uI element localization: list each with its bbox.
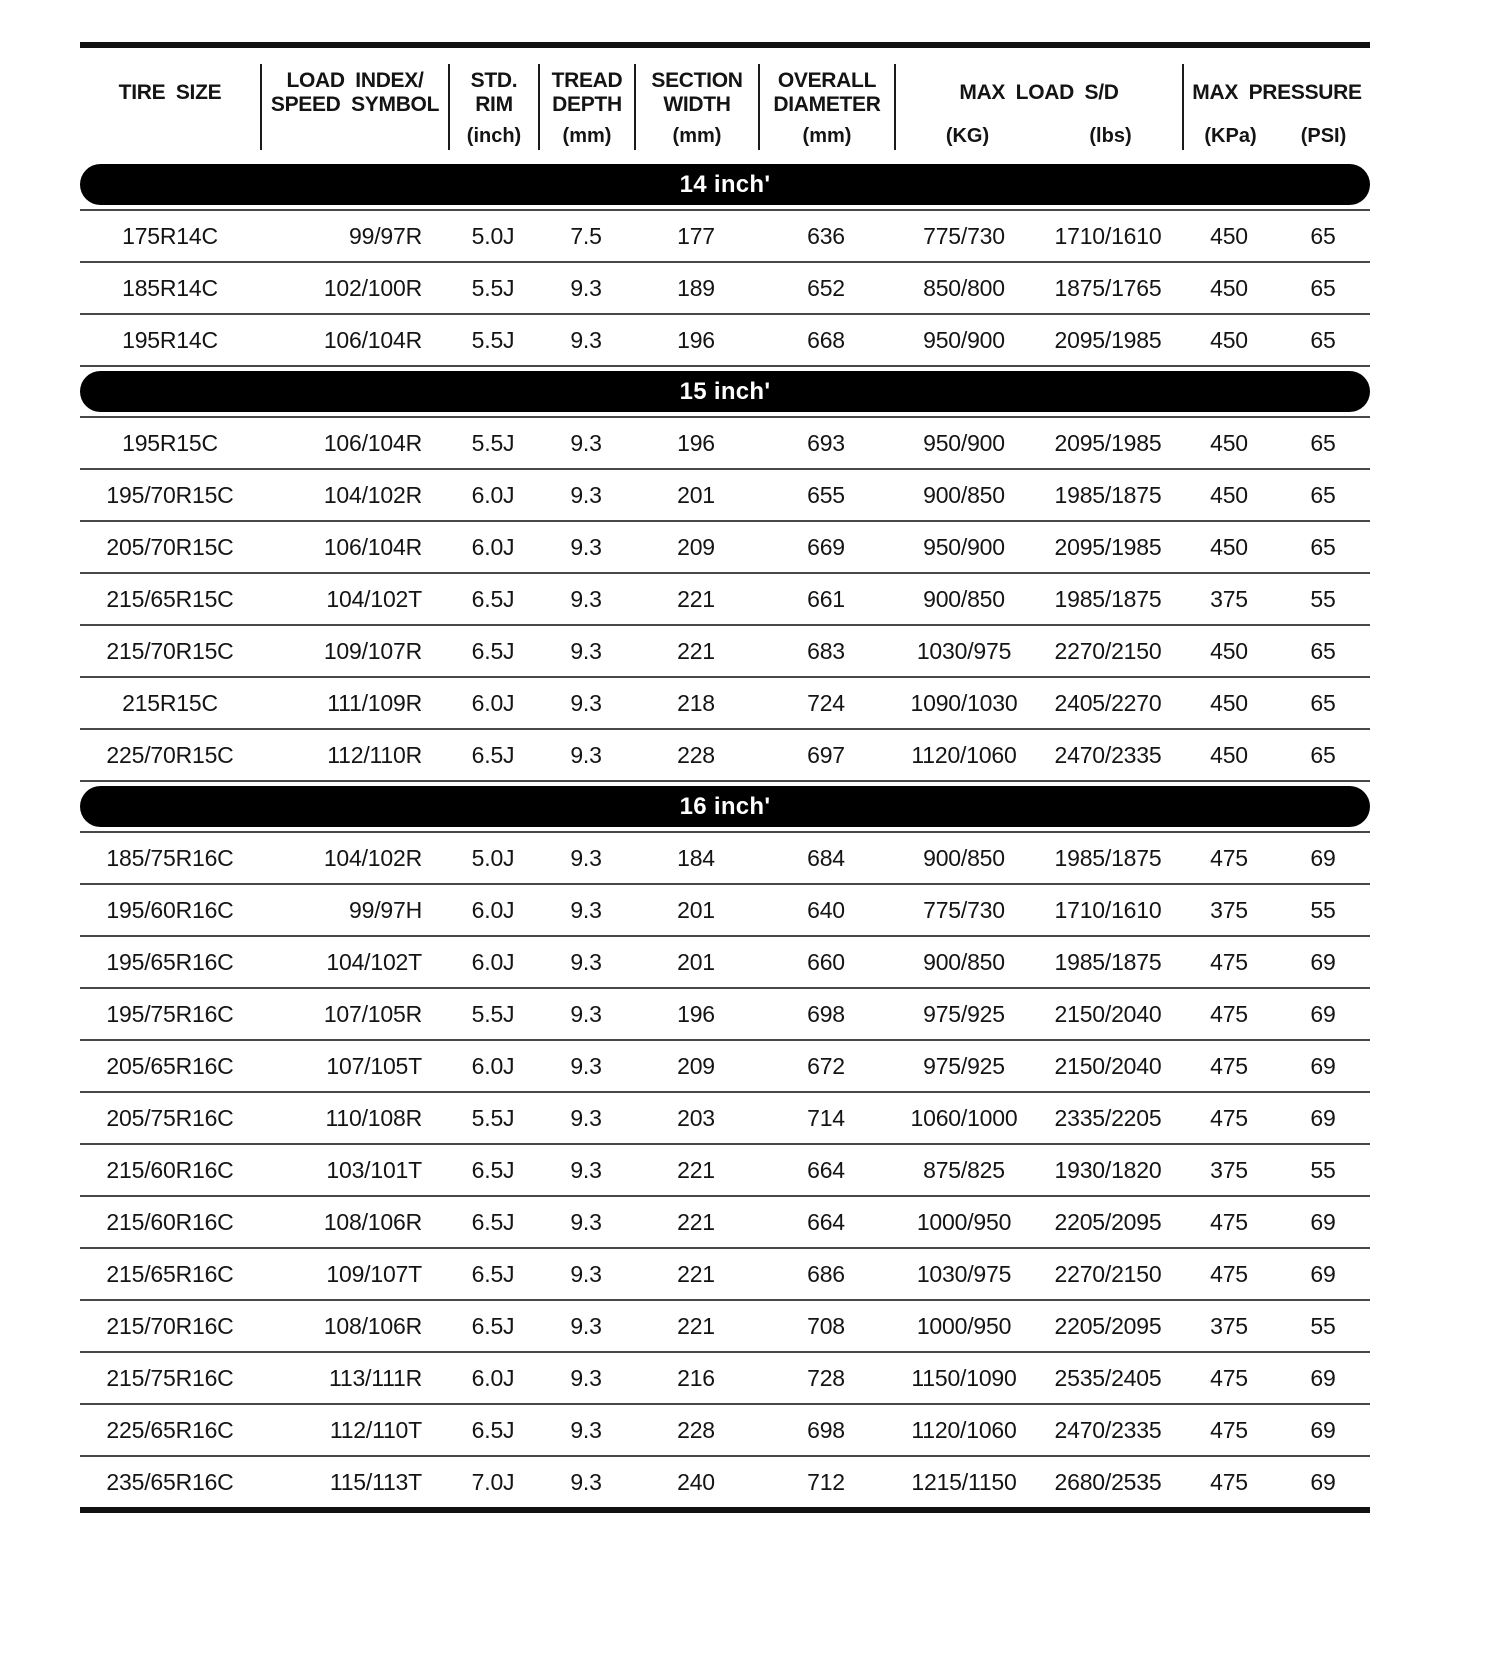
cell-std-rim: 6.5J	[471, 1156, 515, 1183]
cell-max-load-kg: 1215/1150	[911, 1468, 1017, 1495]
cell-overall-diameter: 697	[807, 741, 845, 768]
column-label: MAX LOAD S/D	[959, 81, 1119, 104]
cell-section-width: 221	[677, 1156, 715, 1183]
cell-std-rim: 5.0J	[471, 844, 515, 871]
cell-load-index-speed-symbol: 109/107T	[326, 1260, 422, 1287]
cell-tread-depth: 9.3	[570, 896, 602, 923]
cell-max-load-lbs: 1985/1875	[1054, 585, 1162, 612]
cell-load-index-speed-symbol: 109/107R	[323, 637, 422, 664]
column-unit: (mm)	[562, 124, 612, 147]
column-label-line2: RIM	[475, 93, 513, 116]
bottom-rule	[80, 1507, 1370, 1513]
cell-max-load-lbs: 1985/1875	[1054, 948, 1162, 975]
cell-max-pressure-kpa: 475	[1210, 1104, 1248, 1131]
cell-load-index-speed-symbol: 104/102T	[326, 948, 422, 975]
cell-max-load-kg: 1060/1000	[910, 1104, 1018, 1131]
column-unit: (inch)	[466, 124, 522, 147]
cell-max-load-kg: 1120/1060	[911, 1416, 1017, 1443]
cell-std-rim: 5.5J	[471, 429, 515, 456]
cell-load-index-speed-symbol: 113/111R	[328, 1364, 422, 1391]
cell-max-pressure-kpa: 450	[1210, 429, 1248, 456]
cell-std-rim: 6.0J	[471, 533, 515, 560]
cell-max-load-kg: 900/850	[923, 844, 1005, 871]
cell-std-rim: 5.5J	[471, 274, 515, 301]
table-header	[80, 48, 1370, 160]
cell-overall-diameter: 708	[807, 1312, 845, 1339]
cell-section-width: 221	[677, 1208, 715, 1235]
cell-tread-depth: 9.3	[570, 948, 602, 975]
cell-max-pressure-kpa: 475	[1210, 844, 1248, 871]
column-header-tread-depth	[538, 64, 634, 150]
cell-max-pressure-kpa: 475	[1210, 1364, 1248, 1391]
cell-max-load-lbs: 2205/2095	[1054, 1208, 1162, 1235]
cell-overall-diameter: 693	[807, 429, 845, 456]
table-row	[80, 937, 1370, 989]
cell-tread-depth: 9.3	[570, 1260, 602, 1287]
cell-max-pressure-psi: 55	[1310, 1156, 1336, 1183]
cell-max-load-kg: 950/900	[923, 326, 1005, 353]
cell-tread-depth: 9.3	[570, 1000, 602, 1027]
cell-max-pressure-psi: 65	[1310, 222, 1336, 249]
cell-max-load-kg: 1030/975	[916, 1260, 1012, 1287]
cell-section-width: 196	[677, 429, 715, 456]
cell-tire-size: 215R15C	[122, 689, 218, 716]
column-unit-lbs: (lbs)	[1089, 124, 1132, 147]
cell-max-pressure-psi: 69	[1310, 1104, 1336, 1131]
cell-std-rim: 5.5J	[471, 326, 515, 353]
cell-std-rim: 7.0J	[471, 1468, 515, 1495]
cell-max-load-lbs: 2095/1985	[1054, 326, 1162, 353]
column-header-max-pressure	[1182, 64, 1370, 150]
cell-max-load-lbs: 2095/1985	[1054, 533, 1162, 560]
cell-tire-size: 215/65R16C	[106, 1260, 234, 1287]
cell-load-index-speed-symbol: 112/110R	[327, 741, 422, 768]
cell-max-pressure-psi: 55	[1310, 585, 1336, 612]
table-row	[80, 263, 1370, 315]
table-row	[80, 885, 1370, 937]
column-header-overall-diameter	[758, 64, 894, 150]
cell-tire-size: 215/60R16C	[106, 1156, 234, 1183]
cell-max-load-kg: 1150/1090	[911, 1364, 1017, 1391]
cell-tread-depth: 9.3	[570, 1156, 602, 1183]
cell-load-index-speed-symbol: 107/105T	[326, 1052, 422, 1079]
cell-max-pressure-psi: 69	[1310, 1416, 1336, 1443]
column-header-std-rim	[448, 64, 538, 150]
cell-tire-size: 215/70R16C	[106, 1312, 234, 1339]
cell-section-width: 221	[677, 1312, 715, 1339]
section-band	[80, 786, 1370, 827]
cell-section-width: 189	[677, 274, 715, 301]
cell-section-width: 221	[677, 1260, 715, 1287]
table-row	[80, 730, 1370, 782]
cell-load-index-speed-symbol: 115/113T	[329, 1468, 422, 1495]
cell-max-load-lbs: 2150/2040	[1054, 1052, 1162, 1079]
cell-load-index-speed-symbol: 104/102T	[326, 585, 422, 612]
cell-section-width: 228	[677, 741, 715, 768]
cell-max-pressure-psi: 69	[1310, 1260, 1336, 1287]
cell-tire-size: 225/70R15C	[106, 741, 234, 768]
cell-max-pressure-kpa: 475	[1210, 1208, 1248, 1235]
cell-max-pressure-psi: 65	[1310, 637, 1336, 664]
cell-section-width: 196	[677, 1000, 715, 1027]
cell-load-index-speed-symbol: 108/106R	[323, 1312, 422, 1339]
cell-tire-size: 205/75R16C	[106, 1104, 234, 1131]
cell-section-width: 240	[677, 1468, 715, 1495]
cell-tread-depth: 9.3	[570, 1468, 602, 1495]
cell-max-load-lbs: 2535/2405	[1054, 1364, 1162, 1391]
table-row	[80, 1093, 1370, 1145]
cell-tread-depth: 9.3	[570, 1416, 602, 1443]
cell-tire-size: 215/65R15C	[106, 585, 234, 612]
cell-max-load-lbs: 2270/2150	[1054, 637, 1162, 664]
cell-overall-diameter: 684	[807, 844, 845, 871]
cell-tread-depth: 9.3	[570, 741, 602, 768]
cell-max-pressure-psi: 69	[1310, 1364, 1336, 1391]
cell-section-width: 216	[677, 1364, 715, 1391]
section-band	[80, 371, 1370, 412]
cell-tire-size: 195/70R15C	[106, 481, 234, 508]
cell-max-load-lbs: 2335/2205	[1054, 1104, 1162, 1131]
cell-std-rim: 6.0J	[471, 689, 515, 716]
cell-std-rim: 5.5J	[471, 1104, 515, 1131]
column-label: TIRE SIZE	[118, 81, 222, 104]
table-row	[80, 315, 1370, 367]
table-row	[80, 1301, 1370, 1353]
cell-load-index-speed-symbol: 107/105R	[323, 1000, 422, 1027]
cell-tire-size: 215/75R16C	[106, 1364, 234, 1391]
size-section	[80, 164, 1370, 367]
column-label-line1: LOAD INDEX/	[286, 69, 424, 92]
table-row	[80, 626, 1370, 678]
cell-max-pressure-kpa: 475	[1210, 1468, 1248, 1495]
cell-max-pressure-kpa: 375	[1210, 896, 1248, 923]
cell-tread-depth: 9.3	[570, 689, 602, 716]
cell-load-index-speed-symbol: 99/97H	[349, 896, 422, 923]
size-section	[80, 786, 1370, 1509]
cell-max-load-lbs: 1985/1875	[1054, 481, 1162, 508]
cell-section-width: 209	[677, 533, 715, 560]
column-unit-kg: (KG)	[945, 124, 990, 147]
cell-std-rim: 6.5J	[471, 1260, 515, 1287]
cell-std-rim: 6.0J	[471, 896, 515, 923]
cell-max-pressure-psi: 69	[1310, 1208, 1336, 1235]
cell-load-index-speed-symbol: 106/104R	[323, 429, 422, 456]
cell-max-load-lbs: 2405/2270	[1054, 689, 1162, 716]
cell-overall-diameter: 728	[807, 1364, 845, 1391]
cell-max-load-kg: 950/900	[923, 533, 1005, 560]
table-row	[80, 1457, 1370, 1509]
cell-max-load-lbs: 1710/1610	[1054, 896, 1162, 923]
cell-load-index-speed-symbol: 110/108R	[325, 1104, 422, 1131]
section-title: 15 inch'	[679, 377, 771, 405]
cell-std-rim: 6.0J	[471, 481, 515, 508]
cell-max-pressure-kpa: 475	[1210, 1000, 1248, 1027]
cell-overall-diameter: 683	[807, 637, 845, 664]
cell-max-load-lbs: 2470/2335	[1054, 741, 1162, 768]
cell-overall-diameter: 698	[807, 1416, 845, 1443]
column-unit: (mm)	[802, 124, 852, 147]
cell-std-rim: 6.5J	[471, 1312, 515, 1339]
cell-max-pressure-psi: 65	[1310, 533, 1336, 560]
column-label-line2: WIDTH	[663, 93, 731, 116]
cell-max-pressure-kpa: 450	[1210, 326, 1248, 353]
column-label-line1: SECTION	[651, 69, 743, 92]
cell-load-index-speed-symbol: 99/97R	[349, 222, 422, 249]
cell-max-pressure-psi: 65	[1310, 481, 1336, 508]
cell-tire-size: 215/70R15C	[106, 637, 234, 664]
cell-max-load-lbs: 2095/1985	[1054, 429, 1162, 456]
cell-std-rim: 6.0J	[471, 1052, 515, 1079]
cell-section-width: 184	[677, 844, 715, 871]
table-row	[80, 1197, 1370, 1249]
cell-max-load-lbs: 2205/2095	[1054, 1312, 1162, 1339]
cell-overall-diameter: 640	[807, 896, 845, 923]
cell-max-pressure-psi: 69	[1310, 1468, 1336, 1495]
cell-section-width: 201	[677, 481, 715, 508]
cell-section-width: 203	[677, 1104, 715, 1131]
cell-max-load-lbs: 1710/1610	[1054, 222, 1162, 249]
cell-std-rim: 6.0J	[471, 948, 515, 975]
cell-max-pressure-psi: 69	[1310, 844, 1336, 871]
cell-overall-diameter: 664	[807, 1208, 845, 1235]
cell-max-load-kg: 900/850	[923, 481, 1005, 508]
cell-max-load-lbs: 2680/2535	[1054, 1468, 1162, 1495]
cell-overall-diameter: 636	[807, 222, 845, 249]
cell-std-rim: 6.0J	[471, 1364, 515, 1391]
cell-section-width: 209	[677, 1052, 715, 1079]
column-label-line1: TREAD	[551, 69, 623, 92]
cell-max-pressure-kpa: 475	[1210, 1416, 1248, 1443]
cell-section-width: 196	[677, 326, 715, 353]
cell-max-load-kg: 900/850	[923, 948, 1005, 975]
cell-max-pressure-kpa: 375	[1210, 1156, 1248, 1183]
table-row	[80, 833, 1370, 885]
column-header-max-load	[894, 64, 1182, 150]
column-label-line1: OVERALL	[777, 69, 877, 92]
cell-max-pressure-psi: 69	[1310, 1052, 1336, 1079]
cell-tire-size: 195/60R16C	[106, 896, 234, 923]
cell-max-pressure-kpa: 450	[1210, 533, 1248, 560]
cell-max-pressure-kpa: 375	[1210, 1312, 1248, 1339]
cell-section-width: 177	[677, 222, 715, 249]
cell-std-rim: 6.5J	[471, 585, 515, 612]
cell-max-load-kg: 875/825	[923, 1156, 1005, 1183]
table-row	[80, 989, 1370, 1041]
cell-max-load-kg: 850/800	[923, 274, 1005, 301]
cell-load-index-speed-symbol: 104/102R	[323, 481, 422, 508]
cell-max-load-lbs: 2150/2040	[1054, 1000, 1162, 1027]
section-rows	[80, 416, 1370, 782]
cell-max-pressure-kpa: 450	[1210, 222, 1248, 249]
cell-max-load-kg: 900/850	[923, 585, 1005, 612]
cell-tire-size: 215/60R16C	[106, 1208, 234, 1235]
cell-tread-depth: 9.3	[570, 585, 602, 612]
section-rows	[80, 209, 1370, 367]
table-row	[80, 418, 1370, 470]
cell-max-pressure-kpa: 450	[1210, 689, 1248, 716]
cell-tread-depth: 9.3	[570, 326, 602, 353]
cell-std-rim: 5.5J	[471, 1000, 515, 1027]
table-row	[80, 574, 1370, 626]
cell-overall-diameter: 660	[807, 948, 845, 975]
table-row	[80, 211, 1370, 263]
cell-max-load-lbs: 1985/1875	[1054, 844, 1162, 871]
cell-tread-depth: 9.3	[570, 1312, 602, 1339]
cell-max-pressure-psi: 65	[1310, 274, 1336, 301]
table-body	[80, 164, 1370, 1509]
cell-tread-depth: 9.3	[570, 1104, 602, 1131]
table-row	[80, 1405, 1370, 1457]
cell-tire-size: 185/75R16C	[106, 844, 234, 871]
cell-tread-depth: 9.3	[570, 637, 602, 664]
cell-tire-size: 185R14C	[122, 274, 218, 301]
column-label-line2: DEPTH	[552, 93, 622, 116]
cell-tire-size: 195R15C	[122, 429, 218, 456]
cell-max-load-kg: 775/730	[923, 896, 1005, 923]
cell-max-load-kg: 1000/950	[916, 1312, 1012, 1339]
table-row	[80, 470, 1370, 522]
cell-overall-diameter: 664	[807, 1156, 845, 1183]
cell-overall-diameter: 668	[807, 326, 845, 353]
table-row	[80, 1145, 1370, 1197]
cell-overall-diameter: 714	[807, 1104, 845, 1131]
cell-load-index-speed-symbol: 108/106R	[323, 1208, 422, 1235]
cell-tire-size: 195/75R16C	[106, 1000, 234, 1027]
column-label: MAX PRESSURE	[1192, 81, 1362, 104]
cell-overall-diameter: 669	[807, 533, 845, 560]
section-band	[80, 164, 1370, 205]
cell-max-pressure-kpa: 475	[1210, 1260, 1248, 1287]
cell-overall-diameter: 652	[807, 274, 845, 301]
cell-section-width: 201	[677, 948, 715, 975]
cell-tread-depth: 9.3	[570, 274, 602, 301]
cell-max-load-kg: 775/730	[923, 222, 1005, 249]
column-label-line1: STD.	[470, 69, 518, 92]
cell-std-rim: 6.5J	[471, 1208, 515, 1235]
cell-overall-diameter: 655	[807, 481, 845, 508]
cell-overall-diameter: 724	[807, 689, 845, 716]
column-unit: (mm)	[672, 124, 722, 147]
cell-max-load-kg: 1000/950	[916, 1208, 1012, 1235]
cell-max-pressure-kpa: 450	[1210, 274, 1248, 301]
cell-max-pressure-kpa: 475	[1210, 1052, 1248, 1079]
cell-max-pressure-psi: 65	[1310, 429, 1336, 456]
cell-std-rim: 6.5J	[471, 637, 515, 664]
column-label-line2: SPEED SYMBOL	[270, 93, 440, 116]
column-header-load-index	[260, 64, 448, 150]
cell-std-rim: 6.5J	[471, 1416, 515, 1443]
cell-tread-depth: 9.3	[570, 1208, 602, 1235]
column-label-line2: DIAMETER	[773, 93, 881, 116]
section-title: 14 inch'	[679, 170, 771, 198]
cell-max-pressure-kpa: 450	[1210, 481, 1248, 508]
cell-tread-depth: 9.3	[570, 481, 602, 508]
cell-max-load-kg: 1120/1060	[911, 741, 1017, 768]
cell-max-load-kg: 1090/1030	[910, 689, 1018, 716]
cell-section-width: 228	[677, 1416, 715, 1443]
cell-tread-depth: 9.3	[570, 429, 602, 456]
cell-tire-size: 225/65R16C	[106, 1416, 234, 1443]
cell-max-pressure-psi: 65	[1310, 326, 1336, 353]
cell-section-width: 201	[677, 896, 715, 923]
cell-tread-depth: 9.3	[570, 844, 602, 871]
size-section	[80, 371, 1370, 782]
cell-max-pressure-psi: 69	[1310, 1000, 1336, 1027]
cell-load-index-speed-symbol: 102/100R	[323, 274, 422, 301]
column-unit-kpa: (KPa)	[1204, 124, 1257, 147]
cell-overall-diameter: 686	[807, 1260, 845, 1287]
cell-std-rim: 5.0J	[471, 222, 515, 249]
section-rows	[80, 831, 1370, 1509]
cell-overall-diameter: 672	[807, 1052, 845, 1079]
column-header-tire-size	[80, 64, 260, 150]
cell-max-load-kg: 975/925	[923, 1000, 1005, 1027]
cell-max-pressure-psi: 55	[1310, 896, 1336, 923]
cell-load-index-speed-symbol: 104/102R	[323, 844, 422, 871]
cell-tire-size: 235/65R16C	[106, 1468, 234, 1495]
cell-max-pressure-kpa: 450	[1210, 637, 1248, 664]
column-header-section-width	[634, 64, 758, 150]
table-row	[80, 1041, 1370, 1093]
cell-section-width: 221	[677, 585, 715, 612]
cell-max-load-lbs: 2470/2335	[1054, 1416, 1162, 1443]
cell-tire-size: 205/65R16C	[106, 1052, 234, 1079]
table-row	[80, 522, 1370, 574]
cell-tread-depth: 9.3	[570, 533, 602, 560]
cell-max-load-kg: 950/900	[923, 429, 1005, 456]
cell-tire-size: 205/70R15C	[106, 533, 234, 560]
cell-load-index-speed-symbol: 111/109R	[327, 689, 422, 716]
cell-max-pressure-kpa: 475	[1210, 948, 1248, 975]
cell-max-pressure-kpa: 450	[1210, 741, 1248, 768]
table-row	[80, 678, 1370, 730]
cell-max-load-lbs: 2270/2150	[1054, 1260, 1162, 1287]
cell-tread-depth: 9.3	[570, 1364, 602, 1391]
cell-max-pressure-psi: 65	[1310, 741, 1336, 768]
cell-max-pressure-psi: 55	[1310, 1312, 1336, 1339]
cell-max-load-kg: 1030/975	[916, 637, 1012, 664]
cell-max-load-lbs: 1875/1765	[1054, 274, 1162, 301]
cell-section-width: 221	[677, 637, 715, 664]
column-unit-psi: (PSI)	[1300, 124, 1347, 147]
cell-overall-diameter: 661	[807, 585, 845, 612]
cell-max-pressure-psi: 65	[1310, 689, 1336, 716]
cell-load-index-speed-symbol: 106/104R	[323, 326, 422, 353]
cell-max-pressure-psi: 69	[1310, 948, 1336, 975]
cell-section-width: 218	[677, 689, 715, 716]
cell-tread-depth: 7.5	[570, 222, 602, 249]
cell-max-load-lbs: 1930/1820	[1054, 1156, 1162, 1183]
cell-overall-diameter: 698	[807, 1000, 845, 1027]
cell-tire-size: 195R14C	[122, 326, 218, 353]
cell-tread-depth: 9.3	[570, 1052, 602, 1079]
cell-load-index-speed-symbol: 112/110T	[329, 1416, 422, 1443]
cell-load-index-speed-symbol: 106/104R	[323, 533, 422, 560]
cell-max-pressure-kpa: 375	[1210, 585, 1248, 612]
cell-overall-diameter: 712	[807, 1468, 845, 1495]
section-title: 16 inch'	[679, 792, 771, 820]
tire-spec-sheet	[80, 42, 1370, 1513]
cell-tire-size: 195/65R16C	[106, 948, 234, 975]
table-row	[80, 1249, 1370, 1301]
cell-tire-size: 175R14C	[122, 222, 218, 249]
cell-max-load-kg: 975/925	[923, 1052, 1005, 1079]
table-row	[80, 1353, 1370, 1405]
cell-std-rim: 6.5J	[471, 741, 515, 768]
cell-load-index-speed-symbol: 103/101T	[326, 1156, 422, 1183]
